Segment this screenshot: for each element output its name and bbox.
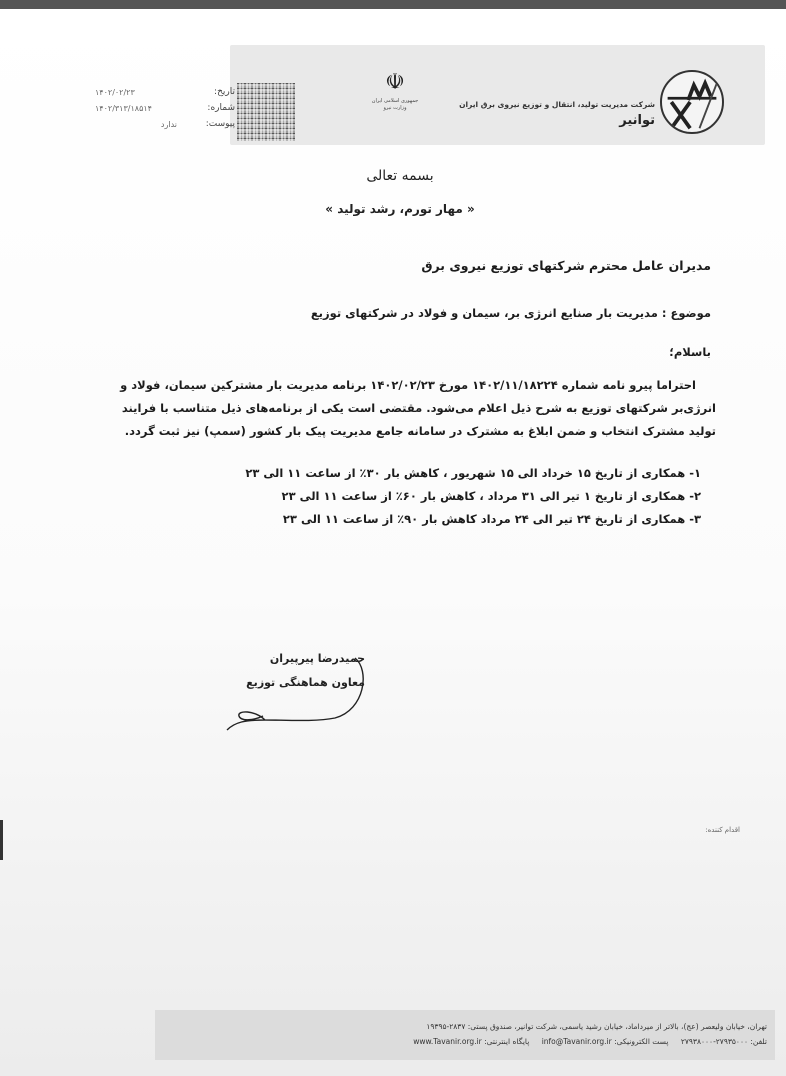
footer-phone: تلفن: ۲۷۹۳۵۰۰۰-۲۷۹۳۸۰۰۰ — [680, 1037, 767, 1046]
signatory-title: معاون هماهنگی توزیع — [246, 676, 365, 689]
program-item-3: ۳- همکاری از تاریخ ۲۴ تیر الی ۲۴ مرداد کاهش بار ۹۰٪ از ساعت ۱۱ الی ۲۳ — [282, 512, 701, 526]
greeting: باسلام؛ — [669, 345, 711, 359]
tavanir-logo-icon — [660, 70, 724, 134]
signature-block — [225, 650, 365, 740]
body-line-3: تولید مشترک انتخاب و ضمن ابلاغ به مشترک در سامانه جامع مدیریت پیک بار کشور (سمپ) نیز ثبت گردد. — [124, 424, 716, 438]
bismillah: بسمه تعالی — [366, 168, 434, 184]
program-list — [231, 462, 701, 531]
number-label: شماره: — [207, 103, 235, 113]
viewer-top-bar — [0, 0, 786, 9]
body-paragraph — [96, 374, 716, 443]
subject-line: موضوع : مدیریت بار صنایع انرژی بر، سیمان و فولاد در شرکتهای توزیع — [310, 306, 711, 320]
meta-date-row — [95, 84, 235, 100]
attachment-value: ندارد — [160, 119, 177, 129]
iran-emblem-icon: ☫ — [385, 70, 405, 95]
page-edge-mark — [0, 820, 3, 860]
body-line-2: انرژی‌بر شرکتهای توزیع به شرح ذیل اعلام می‌شود. مقتضی است یکی از برنامه‌های ذیل متناسب با فرایند — [121, 401, 716, 415]
program-item-2: ۲- همکاری از تاریخ ۱ تیر الی ۳۱ مرداد ، کاهش بار ۶۰٪ از ساعت ۱۱ الی ۲۳ — [281, 489, 701, 503]
attachment-label: پیوست: — [205, 119, 235, 129]
letter-meta — [95, 84, 235, 132]
qr-code-icon — [237, 83, 295, 141]
action-by-label: اقدام کننده: — [705, 826, 740, 834]
date-value: ۱۴۰۲/۰۲/۲۳ — [95, 87, 135, 97]
recipient: مدیران عامل محترم شرکتهای توزیع نیروی برق — [421, 258, 711, 273]
footer-email: پست الکترونیکی: info@Tavanir.org.ir — [541, 1037, 669, 1046]
emblem-caption-line1: جمهوری اسلامی ایران — [371, 98, 419, 104]
signatory-name: حمیدرضا پیرپیران — [269, 652, 365, 665]
emblem-caption-line2: وزارت نیرو — [383, 105, 407, 111]
emblem-caption — [365, 98, 425, 112]
company-short-name: توانیر — [619, 113, 655, 128]
number-value: ۱۴۰۲/۳۱۳/۱۸۵۱۴ — [95, 103, 152, 113]
meta-number-row — [95, 100, 235, 116]
year-motto: « مهار تورم، رشد تولید » — [325, 202, 475, 216]
company-name: شرکت مدیریت تولید، انتقال و توزیع نیروی برق ایران — [459, 100, 655, 109]
meta-attachment-row — [95, 116, 235, 132]
footer-contact — [403, 1037, 767, 1046]
body-line-1: احتراما پیرو نامه شماره ۱۴۰۲/۱۱/۱۸۲۲۴ مورخ ۱۴۰۲/۰۲/۲۳ برنامه مدیریت بار مشترکین سیمان، فولاد و — [120, 378, 696, 392]
footer-address: تهران، خیابان ولیعصر (عج)، بالاتر از میرداماد، خیابان رشید یاسمی، شرکت توانیر، صندوق پستی: ۲۸۳۷-۱۹۳۹۵ — [426, 1022, 767, 1031]
date-label: تاریخ: — [214, 87, 235, 97]
footer-website: پایگاه اینترنتی: www.Tavanir.org.ir — [413, 1037, 530, 1046]
letterhead-footer — [155, 1010, 775, 1060]
program-item-1: ۱- همکاری از تاریخ ۱۵ خرداد الی ۱۵ شهریور ، کاهش بار ۳۰٪ از ساعت ۱۱ الی ۲۳ — [245, 466, 701, 480]
